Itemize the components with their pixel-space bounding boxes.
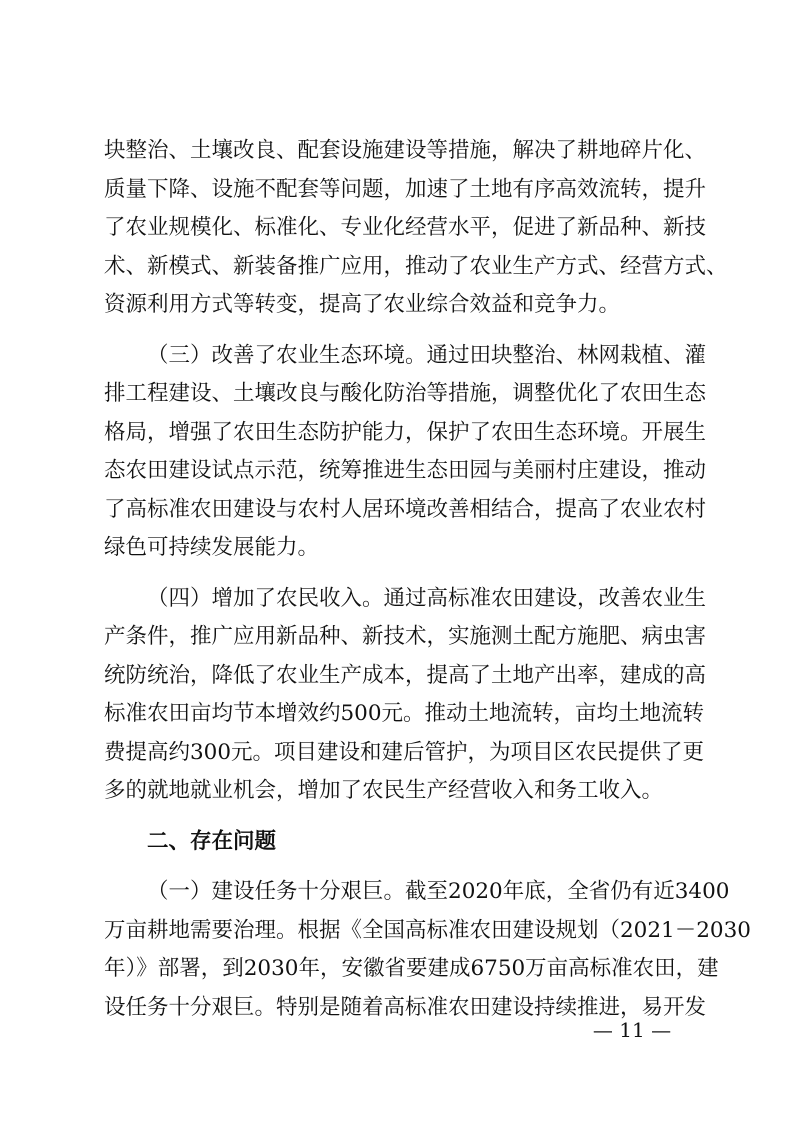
paragraph-first-line xyxy=(104,337,707,376)
page-number: — 11 — xyxy=(592,1018,672,1042)
paragraph-1 xyxy=(104,132,728,325)
paragraph-first-text: 通过田块整治、林网栽植、灌 xyxy=(426,342,707,368)
text-line: 多的就地就业机会，增加了农民生产经营收入和务工收入。 xyxy=(104,778,664,803)
document-body xyxy=(104,132,751,1027)
text-line: 统防统治，降低了农业生产成本，提高了土地产出率，建成的高 xyxy=(104,662,707,688)
paragraph-4 xyxy=(104,873,751,1027)
text-line: 了农业规模化、标准化、专业化经营水平，促进了新品种、新技 xyxy=(104,215,707,240)
text-line: 了高标准农田建设与农村人居环境改善相结合，提高了农业农村 xyxy=(104,496,707,522)
text-line: 排工程建设、土壤改良与酸化防治等措施，调整优化了农田生态 xyxy=(104,381,707,406)
paragraph-lead: （一）建设任务十分艰巨。 xyxy=(147,879,406,904)
paragraph-first-line xyxy=(104,580,707,619)
paragraph-first-text: 通过高标准农田建设，改善农业生 xyxy=(383,585,707,611)
text-line: 标准农田亩均节本增效约500元。推动土地流转，亩均土地流转 xyxy=(104,701,705,726)
paragraph-lead: （三）改善了农业生态环境。 xyxy=(147,342,427,368)
text-line: 绿色可持续发展能力。 xyxy=(104,535,320,560)
text-line: 格局，增强了农田生态防护能力，保护了农田生态环境。开展生 xyxy=(104,419,707,445)
section-heading: 二、存在问题 xyxy=(147,828,277,854)
text-line: 万亩耕地需要治理。根据《全国高标准农田建设规划（2021－2030 xyxy=(104,917,751,943)
text-line: 设任务十分艰巨。特别是随着高标准农田建设持续推进，易开发 xyxy=(104,994,707,1020)
text-line: 年）》部署，到2030年，安徽省要建成6750万亩高标准农田，建 xyxy=(104,956,719,981)
text-line: 资源利用方式等转变，提高了农业综合效益和竞争力。 xyxy=(104,292,621,317)
text-line: 费提高约300元。项目建设和建后管护，为项目区农民提供了更 xyxy=(104,739,705,765)
paragraph-first-line xyxy=(104,873,730,912)
paragraph-3 xyxy=(104,580,707,811)
paragraph-lead: （四）增加了农民收入。 xyxy=(147,585,384,611)
text-line: 产条件，推广应用新品种、新技术，实施测土配方施肥、病虫害 xyxy=(104,624,707,649)
text-line: 质量下降、设施不配套等问题，加速了土地有序高效流转，提升 xyxy=(104,176,707,202)
text-line: 态农田建设试点示范，统筹推进生态田园与美丽村庄建设，推动 xyxy=(104,458,707,483)
text-line: 块整治、土壤改良、配套设施建设等措施，解决了耕地碎片化、 xyxy=(104,138,707,163)
text-line: 术、新模式、新装备推广应用，推动了农业生产方式、经营方式、 xyxy=(104,253,728,279)
paragraph-first-text: 截至2020年底，全省仍有近3400 xyxy=(405,879,730,904)
paragraph-2 xyxy=(104,337,707,568)
